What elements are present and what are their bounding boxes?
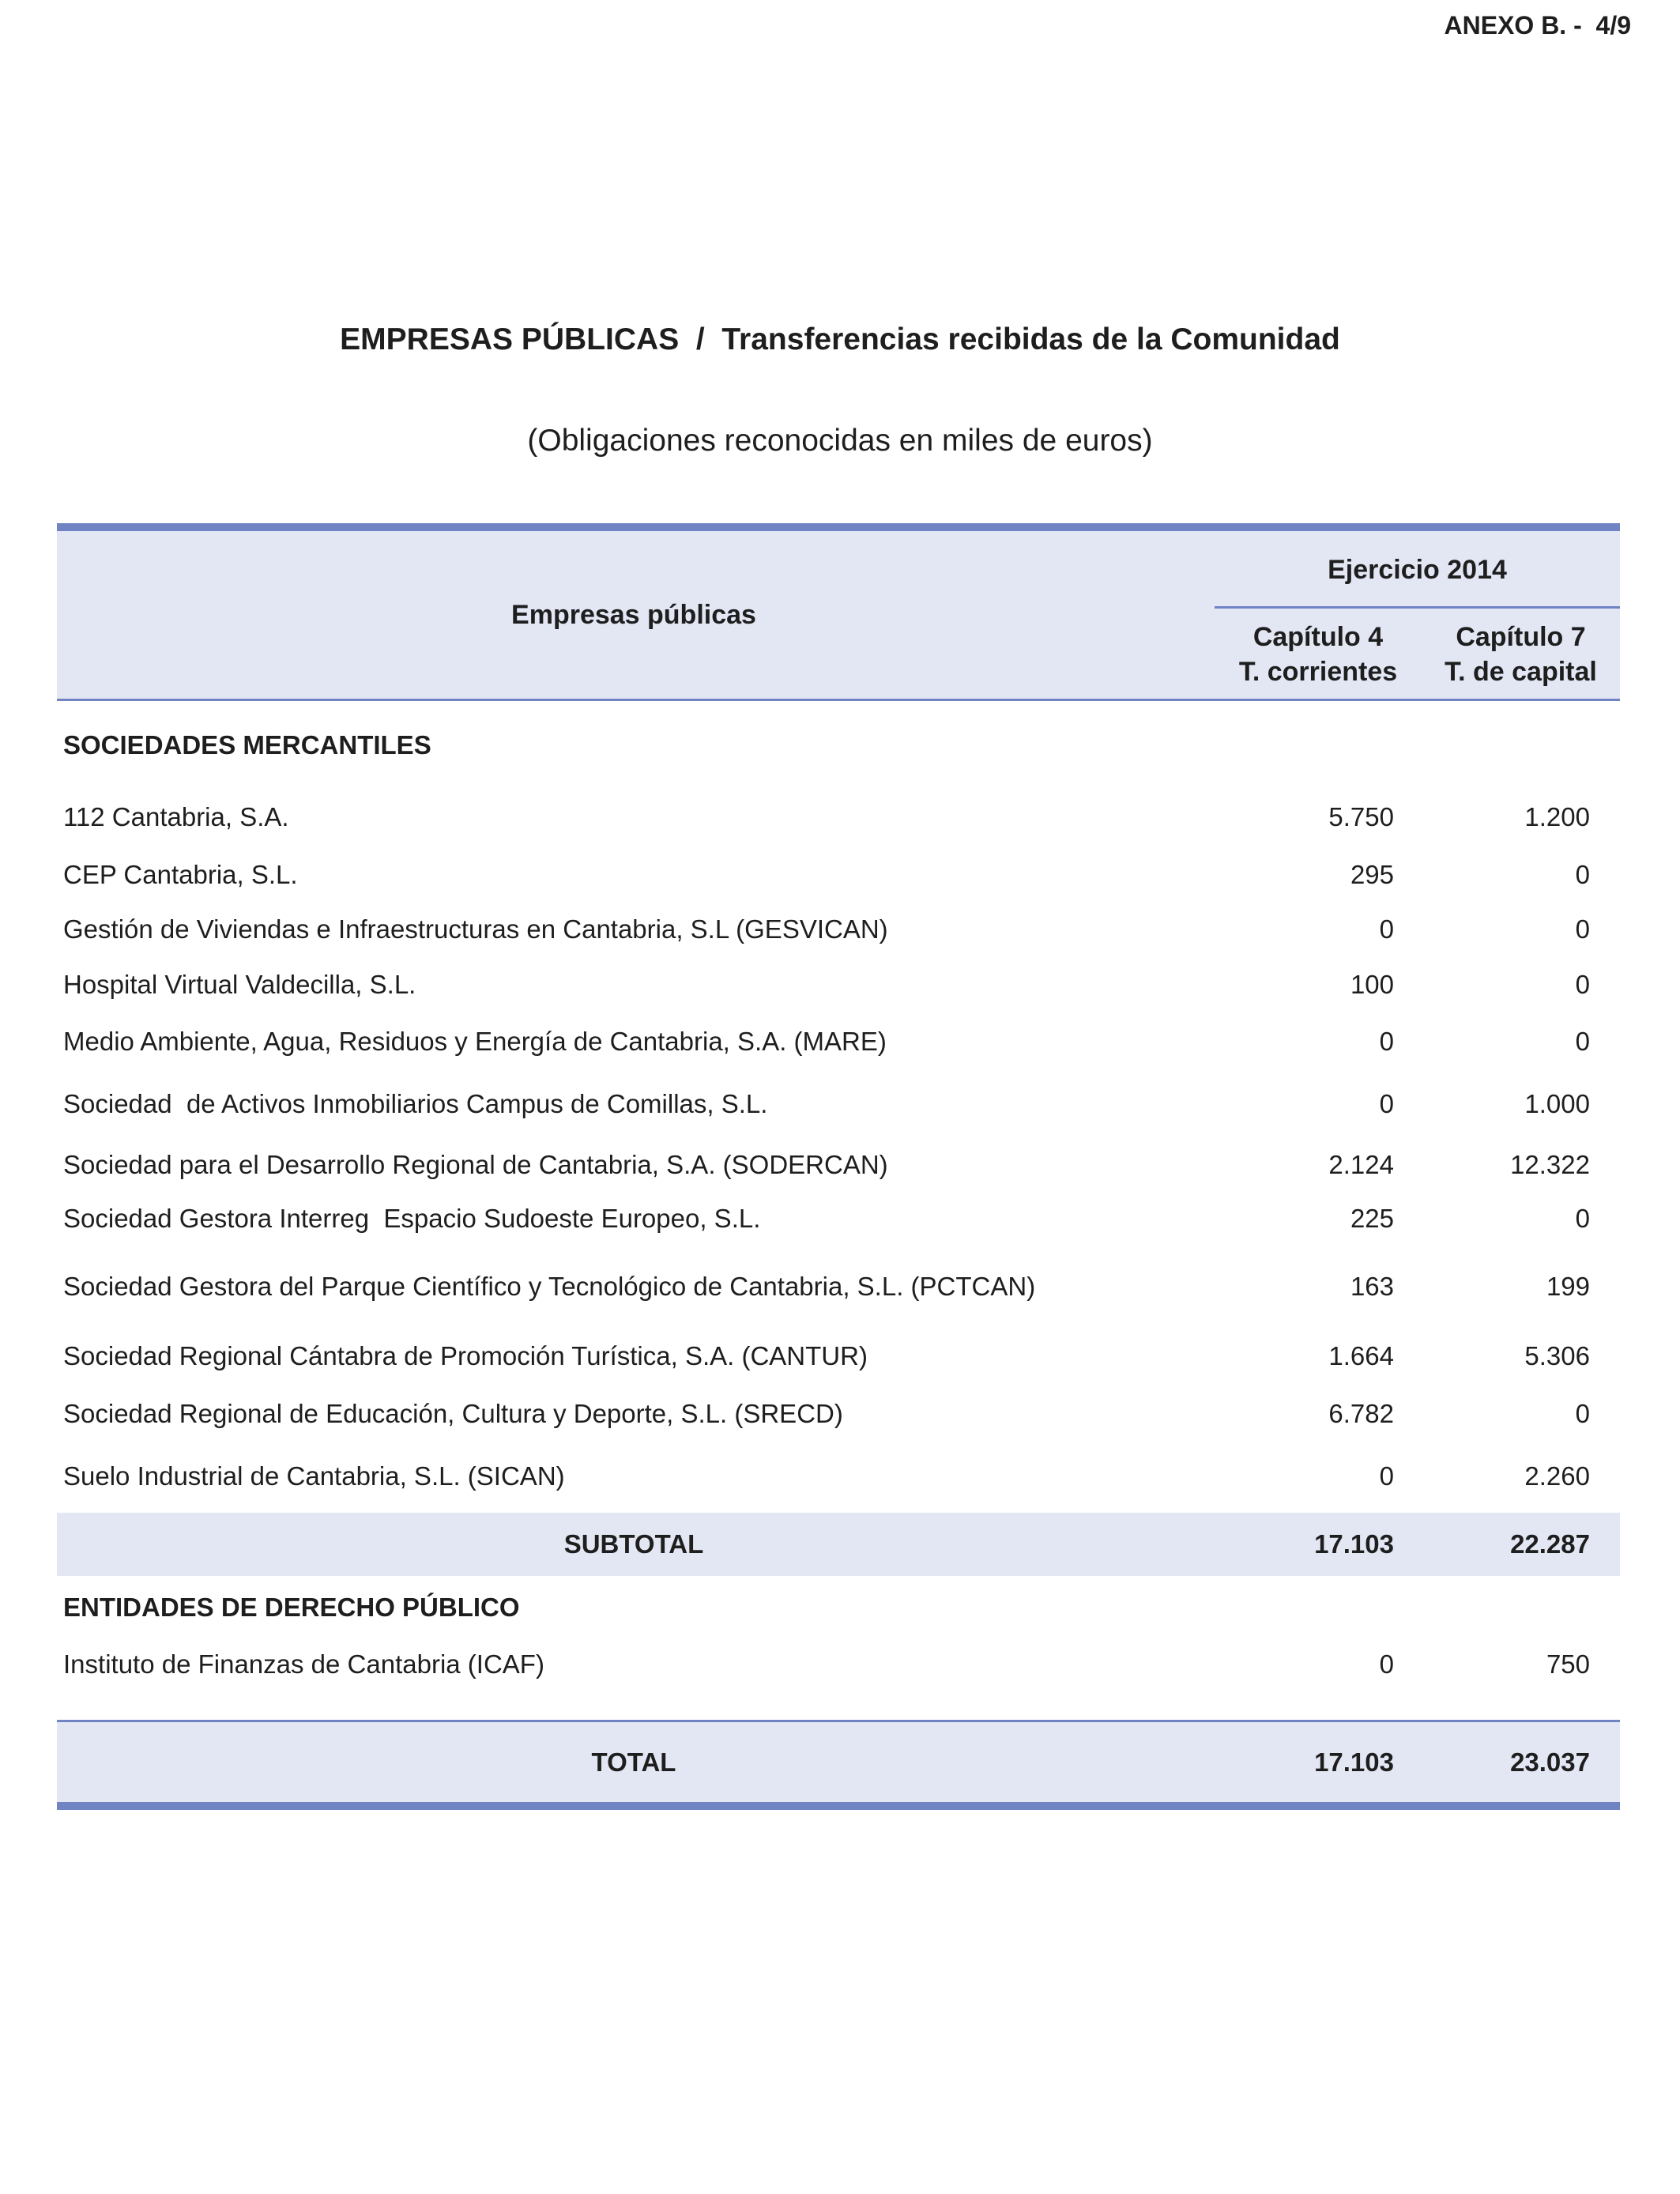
row-chapter-7-value: 5.306 xyxy=(1524,1341,1590,1370)
row-company-name: Gestión de Viviendas e Infraestructuras en Cantabria, S.L (GESVICAN) xyxy=(63,914,888,944)
row-chapter-7-value: 199 xyxy=(1546,1272,1590,1301)
row-chapter-7-value: 0 xyxy=(1575,970,1590,999)
page-subtitle: (Obligaciones reconocidas en miles de euros) xyxy=(527,424,1153,458)
subtotal-chapter-7-value: 22.287 xyxy=(1510,1529,1590,1559)
total-label: TOTAL xyxy=(591,1747,676,1777)
row-chapter-7-value: 0 xyxy=(1575,1027,1590,1056)
table-bottom-rule xyxy=(57,1802,1620,1810)
row-chapter-4-value: 0 xyxy=(1379,914,1394,944)
row-chapter-7-value: 12.322 xyxy=(1510,1150,1590,1179)
row-chapter-7-value: 1.000 xyxy=(1524,1089,1590,1118)
row-company-name: Sociedad de Activos Inmobiliarios Campus de Comillas, S.L. xyxy=(63,1089,768,1118)
row-chapter-7-value: 1.200 xyxy=(1524,802,1590,831)
row-company-name: Sociedad Regional de Educación, Cultura y Deporte, S.L. (SRECD) xyxy=(63,1399,843,1428)
row-company-name: Sociedad Gestora Interreg Espacio Sudoeste Europeo, S.L. xyxy=(63,1204,761,1233)
annex-page-label: ANEXO B. - 4/9 xyxy=(1444,11,1631,40)
row-company-name: Medio Ambiente, Agua, Residuos y Energía de Cantabria, S.A. (MARE) xyxy=(63,1027,887,1056)
subtotal-label: SUBTOTAL xyxy=(563,1529,704,1559)
section-title-mercantiles: SOCIEDADES MERCANTILES xyxy=(63,730,431,760)
total-chapter-4-value: 17.103 xyxy=(1314,1747,1394,1777)
row-chapter-7-value: 2.260 xyxy=(1524,1461,1590,1491)
header-chapter-7-subtitle: T. de capital xyxy=(1445,657,1597,687)
section-title-derecho-publico: ENTIDADES DE DERECHO PÚBLICO xyxy=(63,1593,520,1622)
total-row xyxy=(57,1722,1620,1802)
header-chapter-7-title: Capítulo 7 xyxy=(1456,622,1586,652)
header-chapter-4-title: Capítulo 4 xyxy=(1252,622,1384,652)
row-company-name: Sociedad Regional Cántabra de Promoción Turística, S.A. (CANTUR) xyxy=(63,1341,868,1370)
row-chapter-4-value: 2.124 xyxy=(1328,1150,1394,1179)
row-chapter-7-value: 750 xyxy=(1546,1649,1590,1679)
header-company-column: Empresas públicas xyxy=(511,599,756,630)
row-company-name: Suelo Industrial de Cantabria, S.L. (SICAN) xyxy=(63,1461,565,1491)
row-chapter-7-value: 0 xyxy=(1575,860,1590,889)
row-chapter-7-value: 0 xyxy=(1575,1399,1590,1428)
page-title: EMPRESAS PÚBLICAS / Transferencias recibidas de la Comunidad xyxy=(340,322,1340,356)
row-chapter-4-value: 0 xyxy=(1379,1027,1394,1056)
row-chapter-4-value: 6.782 xyxy=(1328,1399,1394,1428)
row-chapter-4-value: 163 xyxy=(1350,1272,1394,1301)
row-chapter-7-value: 0 xyxy=(1575,914,1590,944)
header-group-divider xyxy=(1215,606,1620,609)
row-chapter-4-value: 1.664 xyxy=(1328,1341,1394,1370)
row-chapter-7-value: 0 xyxy=(1575,1204,1590,1233)
header-chapter-4 xyxy=(1215,620,1422,689)
row-chapter-4-value: 0 xyxy=(1379,1089,1394,1118)
row-company-name: Sociedad para el Desarrollo Regional de Cantabria, S.A. (SODERCAN) xyxy=(63,1150,888,1179)
row-company-name: Sociedad Gestora del Parque Científico y Tecnológico de Cantabria, S.L. (PCTCAN) xyxy=(63,1272,1036,1301)
row-company-name: 112 Cantabria, S.A. xyxy=(63,802,289,831)
total-chapter-7-value: 23.037 xyxy=(1510,1747,1590,1777)
row-company-name: Hospital Virtual Valdecilla, S.L. xyxy=(63,970,416,999)
header-chapter-4-subtitle: T. corrientes xyxy=(1238,657,1398,687)
table-top-rule xyxy=(57,523,1620,531)
subtotal-row xyxy=(57,1513,1620,1576)
row-chapter-4-value: 0 xyxy=(1379,1649,1394,1679)
header-chapter-7 xyxy=(1422,620,1620,689)
row-chapter-4-value: 295 xyxy=(1350,860,1394,889)
subtotal-chapter-4-value: 17.103 xyxy=(1314,1529,1394,1559)
row-company-name: Instituto de Finanzas de Cantabria (ICAF) xyxy=(63,1649,544,1679)
row-chapter-4-value: 0 xyxy=(1379,1461,1394,1491)
transfers-table xyxy=(57,523,1620,1777)
table-header xyxy=(57,531,1620,701)
row-company-name: CEP Cantabria, S.L. xyxy=(63,860,298,889)
row-chapter-4-value: 5.750 xyxy=(1328,802,1394,831)
row-chapter-4-value: 100 xyxy=(1350,970,1394,999)
row-chapter-4-value: 225 xyxy=(1350,1204,1394,1233)
header-year-group: Ejercicio 2014 xyxy=(1328,555,1507,585)
